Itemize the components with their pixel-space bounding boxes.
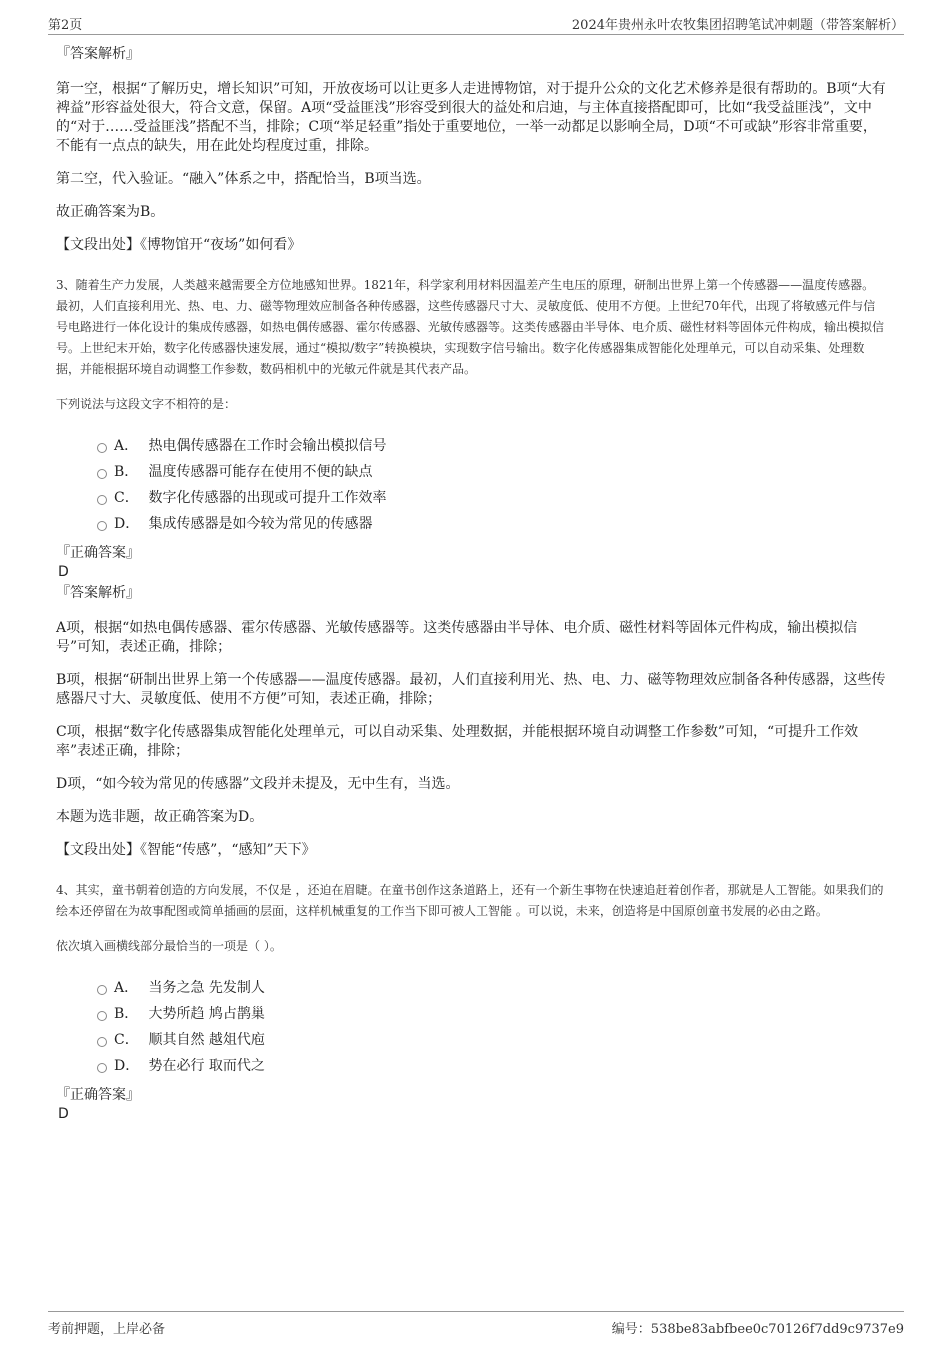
q2-analysis-p1: 第一空，根据“了解历史，增长知识”可知，开放夜场可以让更多人走进博物馆，对于提升公众的文化艺术修养是很有帮助的。B项“大有裨益”形容益处很大，符合文意，保留。A项“受益匪浅”形容受到很大的益处和启迪，与主体直接搭配即可，比如“我受益匪浅”，文中的“对于……受益匪浅”搭配不当，排除；C项“举足轻重”指处于重要地位，一举一动都足以影响全局，D项“不可或缺”形容非常重要，不能有一点点的缺失，用在此处均程度过重，排除。	[56, 81, 886, 154]
option-letter: C．	[114, 1032, 139, 1048]
document-id: 编号：538be83abfbee0c70126f7dd9c9737e9	[611, 1322, 904, 1337]
radio-icon[interactable]	[97, 443, 107, 453]
q3-option-d[interactable]	[56, 511, 886, 537]
q4-option-b[interactable]	[56, 1001, 886, 1027]
q3-prompt: 下列说法与这段文字不相符的是：	[56, 397, 237, 411]
page-footer	[48, 1311, 904, 1342]
q4-answer: D	[58, 1106, 69, 1122]
document-title: 2024年贵州永叶农牧集团招聘笔试冲刺题（带答案解析）	[571, 18, 904, 33]
option-text: 势在必行 取而代之	[148, 1058, 265, 1074]
main-content	[56, 44, 886, 1123]
q2-analysis-p2: 第二空，代入验证。“融入”体系之中，搭配恰当，B项当选。	[56, 171, 431, 187]
option-text: 顺其自然 越俎代庖	[148, 1032, 265, 1048]
option-letter: D．	[114, 516, 140, 532]
q3-answer: D	[58, 564, 69, 580]
q3-analysis-label: 『答案解析』	[56, 585, 140, 601]
option-text: 集成传感器是如今较为常见的传感器	[148, 516, 373, 532]
option-text: 当务之急 先发制人	[148, 980, 265, 996]
q3-option-a[interactable]	[56, 433, 886, 459]
radio-icon[interactable]	[97, 985, 107, 995]
q4-options	[56, 975, 886, 1079]
q2-analysis-p3: 故正确答案为B。	[56, 204, 165, 220]
radio-icon[interactable]	[97, 469, 107, 479]
radio-icon[interactable]	[97, 1037, 107, 1047]
option-letter: A．	[114, 438, 139, 454]
radio-icon[interactable]	[97, 1063, 107, 1073]
q3-analysis-d: D项，“如今较为常见的传感器”文段并未提及，无中生有，当选。	[56, 776, 460, 792]
q3-analysis-b: B项，根据“研制出世界上第一个传感器——温度传感器。最初，人们直接利用光、热、电、力、磁等物理效应制备各种传感器，这些传感器尺寸大、灵敏度低、使用不方便”可知，表述正确，排除；	[56, 672, 886, 707]
q4-answer-label: 『正确答案』	[56, 1087, 140, 1103]
q4-option-a[interactable]	[56, 975, 886, 1001]
q2-source: 【文段出处】《博物馆开“夜场”如何看》	[56, 237, 302, 253]
option-letter: C．	[114, 490, 139, 506]
option-text: 热电偶传感器在工作时会输出模拟信号	[148, 438, 387, 454]
q3-answer-label: 『正确答案』	[56, 545, 140, 561]
option-text: 大势所趋 鸠占鹊巢	[148, 1006, 265, 1022]
q2-analysis-label: 『答案解析』	[56, 46, 140, 62]
option-letter: D．	[114, 1058, 140, 1074]
option-letter: A．	[114, 980, 139, 996]
q3-option-c[interactable]	[56, 485, 886, 511]
option-letter: B．	[114, 464, 139, 480]
q4-option-d[interactable]	[56, 1053, 886, 1079]
radio-icon[interactable]	[97, 495, 107, 505]
footer-slogan: 考前押题，上岸必备	[48, 1322, 166, 1337]
option-letter: B．	[114, 1006, 139, 1022]
option-text: 温度传感器可能存在使用不便的缺点	[148, 464, 373, 480]
q3-option-b[interactable]	[56, 459, 886, 485]
q4-prompt: 依次填入画横线部分最恰当的一项是（ ）。	[56, 939, 282, 953]
q3-analysis-c: C项，根据“数字化传感器集成智能化处理单元，可以自动采集、处理数据，并能根据环境自动调整工作参数”可知，“可提升工作效率”表述正确，排除；	[56, 724, 859, 759]
q3-source: 【文段出处】《智能“传感”，“感知”天下》	[56, 842, 316, 858]
q3-options	[56, 433, 886, 537]
q3-analysis-a: A项，根据“如热电偶传感器、霍尔传感器、光敏传感器等。这类传感器由半导体、电介质、磁性材料等固体元件构成，输出模拟信号”可知，表述正确，排除；	[56, 620, 858, 655]
q3-stem: 3、随着生产力发展，人类越来越需要全方位地感知世界。1821年，科学家利用材料因温差产生电压的原理，研制出世界上第一个传感器——温度传感器。最初，人们直接利用光、热、电、力、磁等物理效应制备各种传感器，这些传感器尺寸大、灵敏度低、使用不方便。上世纪70年代，出现了将敏感元件与信号电路进行一体化设计的集成传感器，如热电偶传感器、霍尔传感器、光敏传感器等。这类传感器由半导体、电介质、磁性材料等固体元件构成，输出模拟信号。上世纪末开始，数字化传感器快速发展，通过“模拟/数字”转换模块，实现数字信号输出。数字化传感器集成智能化处理单元，可以自动采集、处理数据，并能根据环境自动调整工作参数，数码相机中的光敏元件就是其代表产品。	[56, 278, 885, 376]
page-number: 第2页	[48, 18, 83, 33]
option-text: 数字化传感器的出现或可提升工作效率	[148, 490, 387, 506]
radio-icon[interactable]	[97, 521, 107, 531]
radio-icon[interactable]	[97, 1011, 107, 1021]
q3-analysis-conclusion: 本题为选非题，故正确答案为D。	[56, 809, 264, 825]
page-header	[48, 10, 904, 35]
q4-option-c[interactable]	[56, 1027, 886, 1053]
q4-stem: 4、其实，童书朝着创造的方向发展，不仅是 ，还迫在眉睫。在童书创作这条道路上，还有一个新生事物在快速追赶着创作者，那就是人工智能。如果我们的绘本还停留在为故事配图或简单插画的层面，这样机械重复的工作当下即可被人工智能 。可以说，未来，创造将是中国原创童书发展的必由之路。	[56, 883, 884, 918]
